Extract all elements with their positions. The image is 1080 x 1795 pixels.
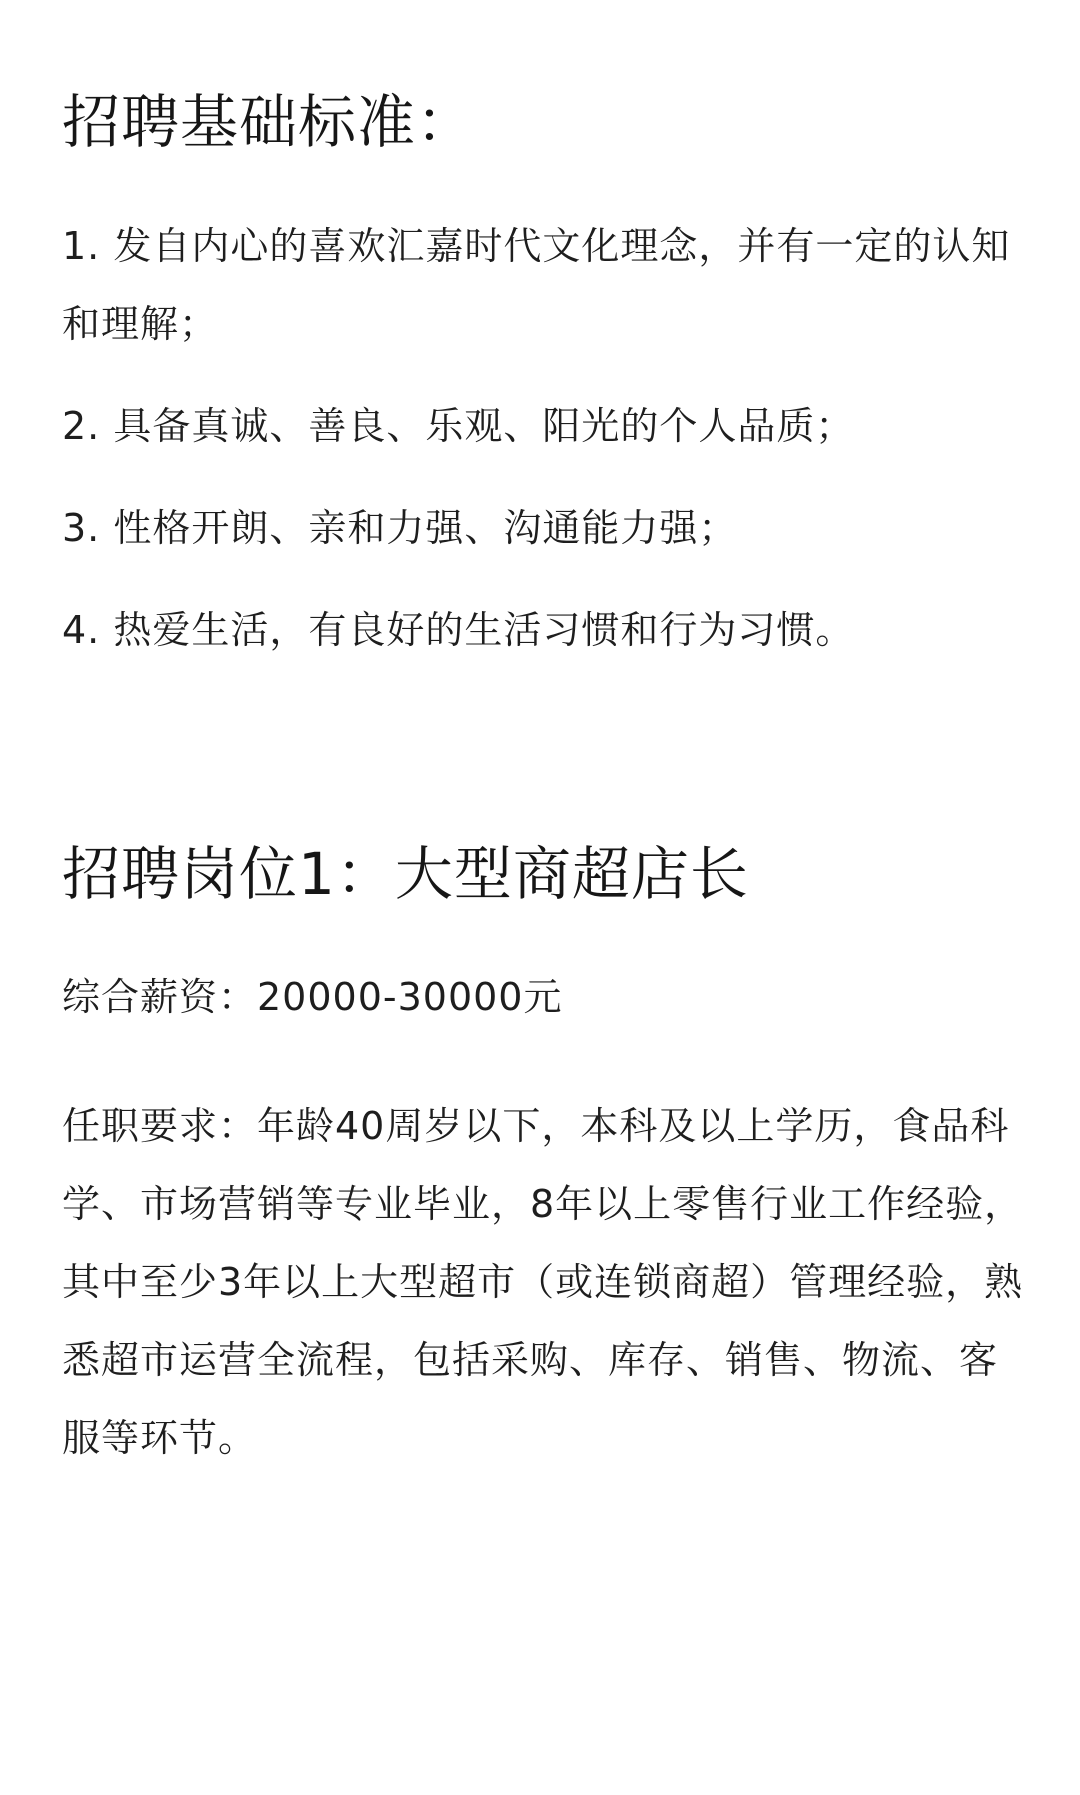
criteria-list (62, 207, 1032, 669)
criteria-item: 4. 热爱生活，有良好的生活习惯和行为习惯。 (62, 608, 855, 652)
requirements-text: 任职要求：年龄40周岁以下，本科及以上学历，食品科学、市场营销等专业毕业，8年以上零售行业工作经验，其中至少3年以上大型超市（或连锁商超）管理经验，熟悉超市运营全流程，包括采购、库存、销售、物流、客服等环节。 (62, 1104, 1024, 1460)
criteria-item: 2. 具备真诚、善良、乐观、阳光的个人品质； (62, 404, 855, 448)
section-title-criteria: 招聘基础标准： (62, 88, 476, 156)
salary-text: 综合薪资：20000-30000元 (62, 975, 563, 1019)
criteria-item: 1. 发自内心的喜欢汇嘉时代文化理念，并有一定的认知和理解； (62, 224, 1011, 346)
section-title-position: 招聘岗位1：大型商超店长 (62, 840, 749, 908)
criteria-item: 3. 性格开朗、亲和力强、沟通能力强； (62, 506, 738, 550)
